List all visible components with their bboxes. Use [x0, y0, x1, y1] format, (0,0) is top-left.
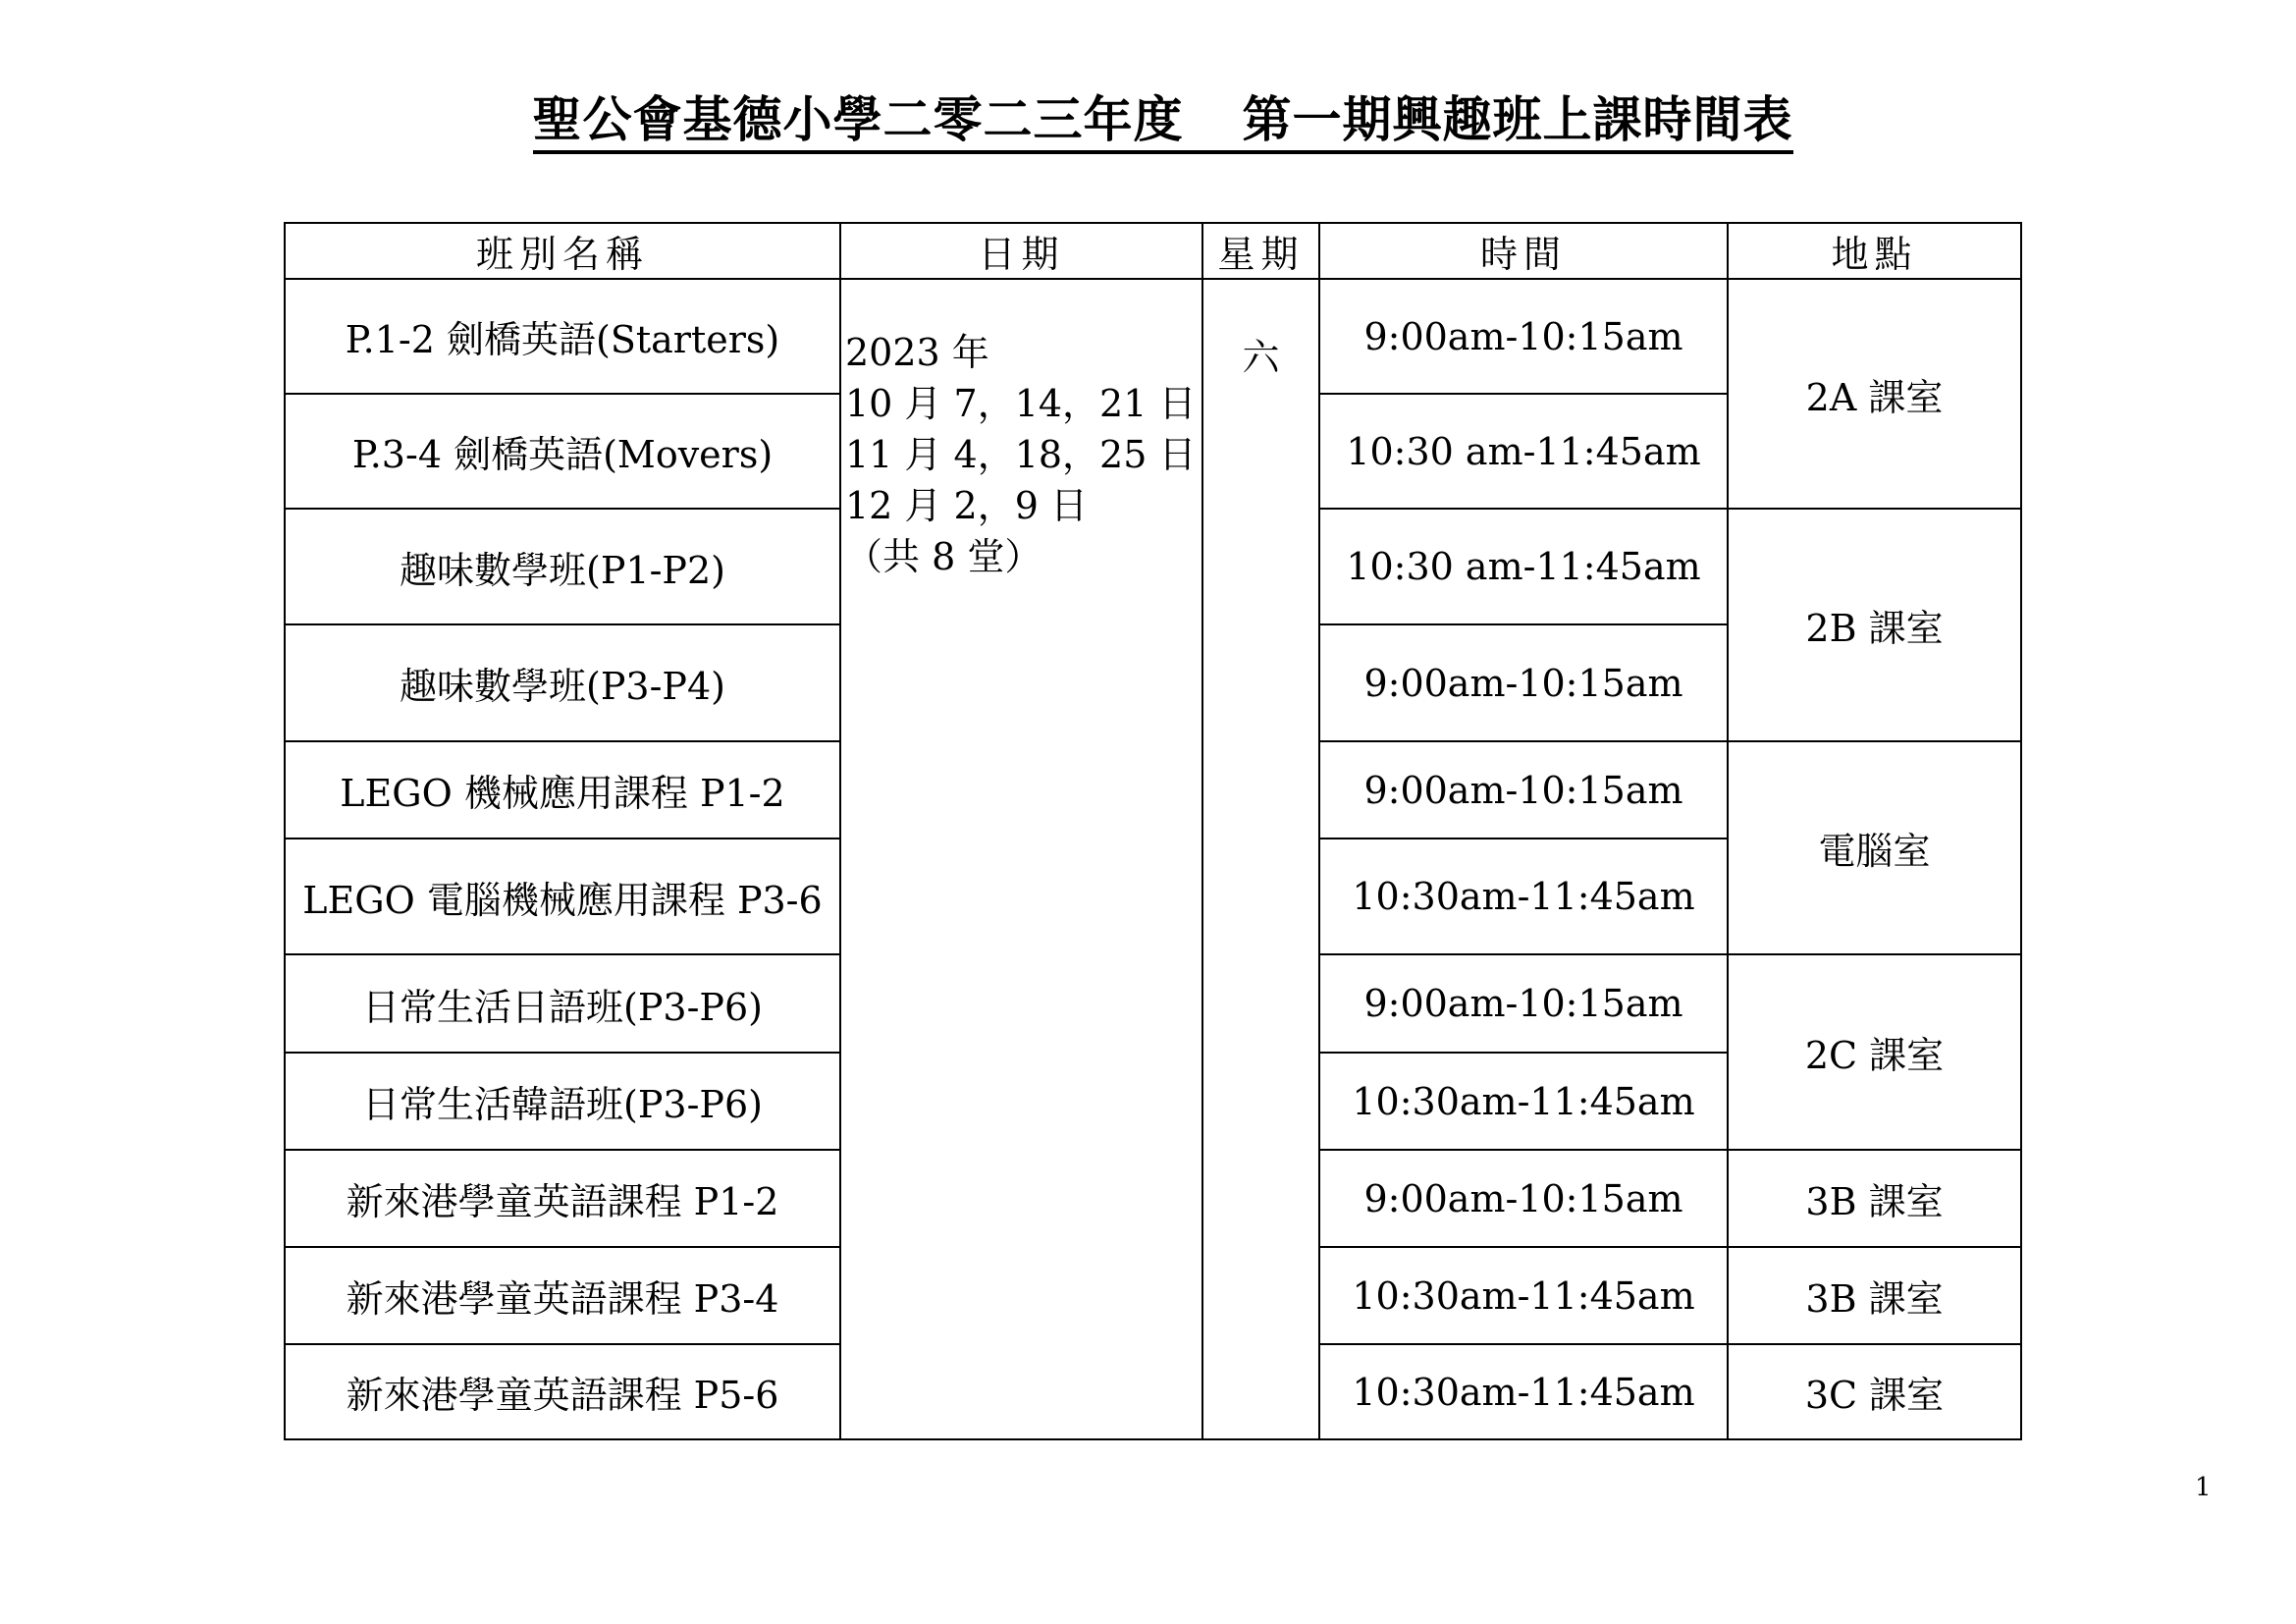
- class-time: 10:30am-11:45am: [1319, 839, 1728, 954]
- date-line: 2023 年: [845, 331, 989, 374]
- table-row: [285, 279, 2021, 394]
- class-time: 9:00am-10:15am: [1319, 741, 1728, 839]
- class-time: 9:00am-10:15am: [1319, 1150, 1728, 1247]
- header-location: 地點: [1728, 223, 2021, 279]
- class-room: 2A 課室: [1728, 279, 2021, 509]
- class-time: 9:00am-10:15am: [1319, 279, 1728, 394]
- class-name: 新來港學童英語課程 P1-2: [285, 1150, 840, 1247]
- class-time: 10:30am-11:45am: [1319, 1344, 1728, 1439]
- date-line: 12 月 2，9 日: [845, 484, 1088, 527]
- class-room: 2B 課室: [1728, 509, 2021, 741]
- class-time: 10:30am-11:45am: [1319, 1247, 1728, 1344]
- date-line: （共 8 堂）: [845, 535, 1042, 578]
- class-name: 新來港學童英語課程 P5-6: [285, 1344, 840, 1439]
- header-class-name: 班別名稱: [285, 223, 840, 279]
- class-name: P.1-2 劍橋英語(Starters): [285, 279, 840, 394]
- class-room: 3B 課室: [1728, 1150, 2021, 1247]
- title-part-2: 第一期興趣班上課時間表: [1242, 90, 1793, 148]
- header-date: 日期: [840, 223, 1202, 279]
- header-weekday: 星期: [1202, 223, 1319, 279]
- class-time: 9:00am-10:15am: [1319, 624, 1728, 741]
- class-room: 3C 課室: [1728, 1344, 2021, 1439]
- class-name: 趣味數學班(P3-P4): [285, 624, 840, 741]
- class-name: LEGO 電腦機械應用課程 P3-6: [285, 839, 840, 954]
- class-name: 新來港學童英語課程 P3-4: [285, 1247, 840, 1344]
- class-name: 趣味數學班(P1-P2): [285, 509, 840, 624]
- class-name: LEGO 機械應用課程 P1-2: [285, 741, 840, 839]
- schedule-table: [284, 222, 2022, 1440]
- page-number: 1: [2195, 1473, 2212, 1502]
- date-cell: [840, 279, 1202, 1439]
- page-title: [0, 90, 2296, 154]
- class-time: 10:30 am-11:45am: [1319, 394, 1728, 509]
- class-time: 10:30am-11:45am: [1319, 1053, 1728, 1150]
- class-room: 電腦室: [1728, 741, 2021, 954]
- class-name: P.3-4 劍橋英語(Movers): [285, 394, 840, 509]
- header-row: [285, 223, 2021, 279]
- header-time: 時間: [1319, 223, 1728, 279]
- date-line: 11 月 4，18，25 日: [845, 433, 1197, 476]
- class-room: 2C 課室: [1728, 954, 2021, 1150]
- weekday-cell: 六: [1202, 279, 1319, 1439]
- class-name: 日常生活韓語班(P3-P6): [285, 1053, 840, 1150]
- class-name: 日常生活日語班(P3-P6): [285, 954, 840, 1053]
- title-part-1: 聖公會基德小學二零二三年度: [532, 90, 1184, 148]
- class-time: 9:00am-10:15am: [1319, 954, 1728, 1053]
- class-room: 3B 課室: [1728, 1247, 2021, 1344]
- date-line: 10 月 7，14，21 日: [845, 382, 1197, 425]
- class-time: 10:30 am-11:45am: [1319, 509, 1728, 624]
